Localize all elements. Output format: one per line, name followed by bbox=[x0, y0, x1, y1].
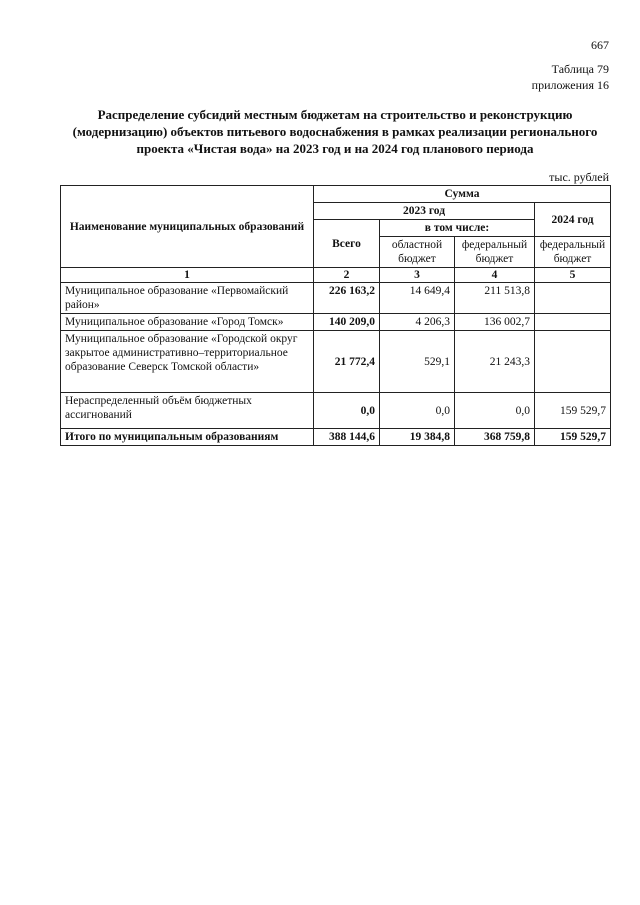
total-regional: 19 384,8 bbox=[380, 429, 455, 446]
row-regional: 0,0 bbox=[380, 393, 455, 429]
table-row bbox=[61, 393, 611, 429]
col-number: 5 bbox=[535, 268, 611, 283]
header-year-2023: 2023 год bbox=[314, 203, 535, 220]
row-federal-2024 bbox=[535, 283, 611, 314]
total-total: 388 144,6 bbox=[314, 429, 380, 446]
table-row bbox=[61, 314, 611, 331]
col-number: 2 bbox=[314, 268, 380, 283]
row-regional: 14 649,4 bbox=[380, 283, 455, 314]
table-row bbox=[61, 331, 611, 393]
header-federal-2024: федеральный бюджет bbox=[535, 237, 611, 268]
row-federal: 211 513,8 bbox=[455, 283, 535, 314]
table-ref-line1: Таблица 79 bbox=[551, 62, 609, 76]
header-regional: областной бюджет bbox=[380, 237, 455, 268]
table-row bbox=[61, 283, 611, 314]
col-number: 3 bbox=[380, 268, 455, 283]
row-federal: 0,0 bbox=[455, 393, 535, 429]
total-row bbox=[61, 429, 611, 446]
total-federal-2024: 159 529,7 bbox=[535, 429, 611, 446]
col-number: 1 bbox=[61, 268, 314, 283]
row-federal-2024: 159 529,7 bbox=[535, 393, 611, 429]
total-name: Итого по муниципальным образованиям bbox=[61, 429, 314, 446]
header-name: Наименование муниципальных образований bbox=[61, 186, 314, 268]
row-federal: 21 243,3 bbox=[455, 331, 535, 393]
row-total: 21 772,4 bbox=[314, 331, 380, 393]
header-sum: Сумма bbox=[314, 186, 611, 203]
unit-label: тыс. рублей bbox=[549, 170, 609, 184]
table-reference bbox=[532, 61, 609, 93]
header-including: в том числе: bbox=[380, 220, 535, 237]
row-federal: 136 002,7 bbox=[455, 314, 535, 331]
header-federal: федеральный бюджет bbox=[455, 237, 535, 268]
row-total: 140 209,0 bbox=[314, 314, 380, 331]
row-total: 0,0 bbox=[314, 393, 380, 429]
table-ref-line2: приложения 16 bbox=[531, 78, 609, 92]
subsidy-table bbox=[60, 185, 611, 446]
row-name: Муниципальное образование «Город Томск» bbox=[61, 314, 314, 331]
document-title: Распределение субсидий местным бюджетам на строительство и реконструкцию (модернизацию) объектов питьевого водоснабжения в рамках реализации регионального проекта «Чистая вода» на 2023 год и на 2024 год планового периода bbox=[72, 107, 598, 156]
page-number: 667 bbox=[591, 38, 609, 52]
row-regional: 4 206,3 bbox=[380, 314, 455, 331]
row-federal-2024 bbox=[535, 331, 611, 393]
col-number: 4 bbox=[455, 268, 535, 283]
row-regional: 529,1 bbox=[380, 331, 455, 393]
total-federal: 368 759,8 bbox=[455, 429, 535, 446]
row-name: Нераспределенный объём бюджетных ассигнований bbox=[61, 393, 314, 429]
row-total: 226 163,2 bbox=[314, 283, 380, 314]
header-year-2024: 2024 год bbox=[535, 203, 611, 237]
header-total: Всего bbox=[314, 220, 380, 268]
row-federal-2024 bbox=[535, 314, 611, 331]
row-name: Муниципальное образование «Городской округ закрытое административно–территориальное образование Северск Томской области» bbox=[61, 331, 314, 393]
row-name: Муниципальное образование «Первомайский район» bbox=[61, 283, 314, 314]
column-number-row bbox=[61, 268, 611, 283]
